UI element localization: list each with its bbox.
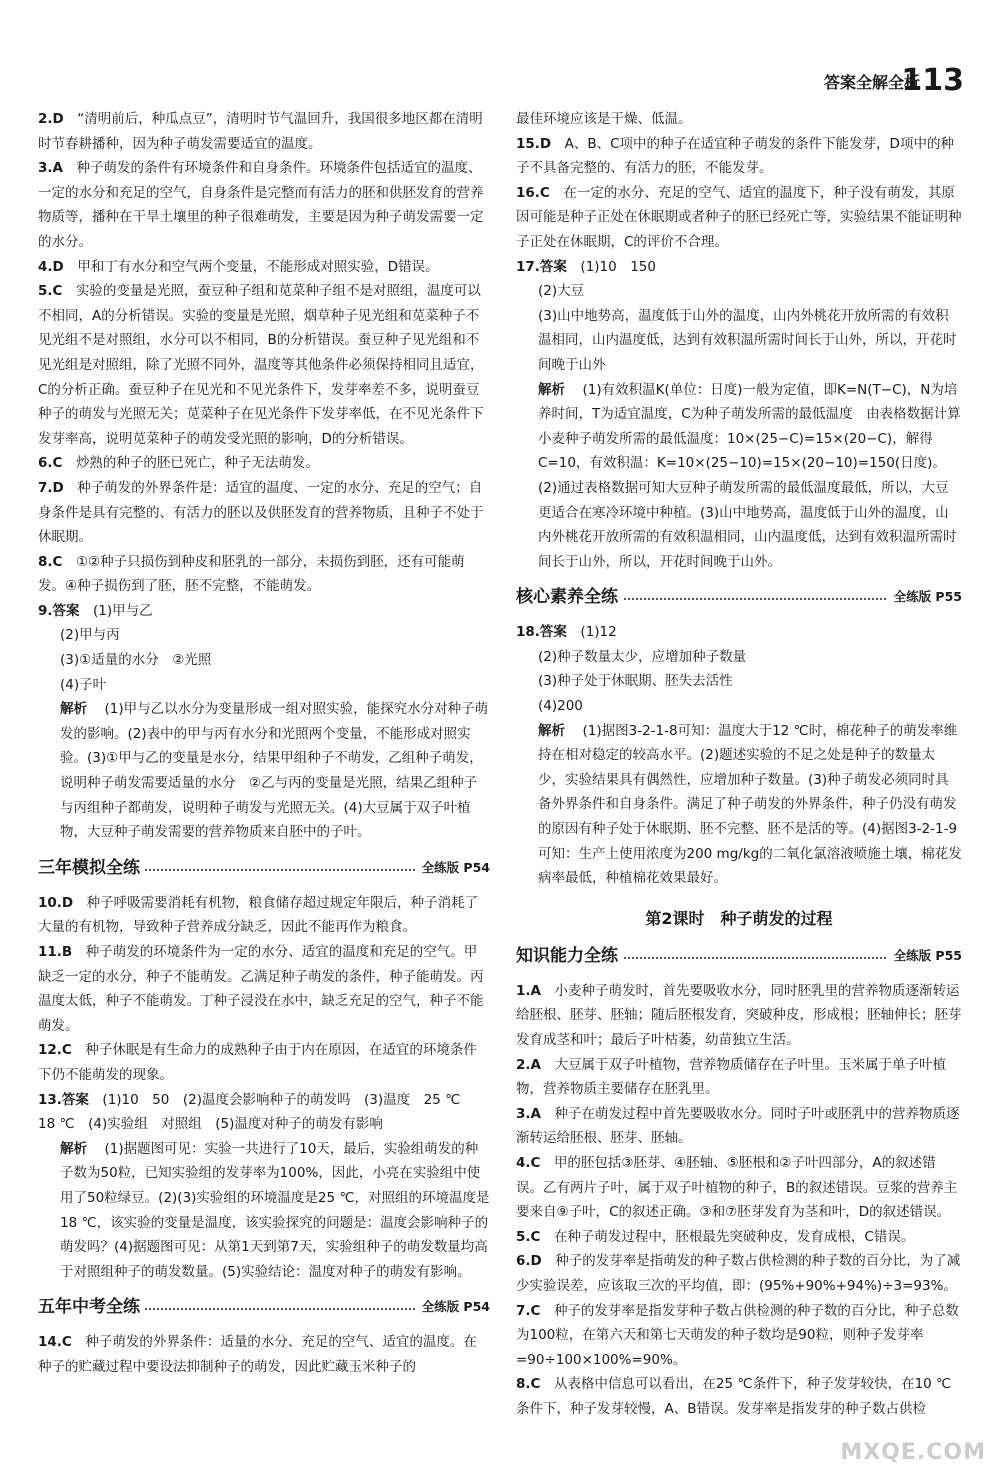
right-column — [516, 107, 962, 1422]
answer-text: 从表格中信息可以看出，在25 ℃条件下，种子发芽较快，在10 ℃条件下，种子发芽较慢，A、B错误。发芽率是指发芽的种子数占供检 — [516, 1376, 952, 1417]
analysis-text: (1)据题图可见：实验一共进行了10天，最后，实验组萌发的种子数为50粒，已知实验组的发芽率为100%，因此，小亮在实验组中使用了50粒绿豆。(2)(3)实验组的环境温度是25 ℃，对照组的环境温度是18 ℃，该实验的变量是温度，该实验探究的问题是：温度会影响种子的萌发吗？(4)据题图可见：从第1天到第7天，实验组种子的萌发数量均高于对照组种子的萌发数量。(5)实验结论：温度对种子的萌发有影响。 — [60, 1140, 490, 1280]
answer-number: 5.C — [516, 1228, 541, 1245]
answer-number: 18.答案 — [516, 624, 567, 641]
answer-item — [38, 255, 490, 280]
answer-item — [38, 156, 490, 254]
section-header-wunian — [38, 1290, 490, 1324]
section-ref: 全练版 P54 — [416, 857, 490, 879]
left-column — [38, 107, 490, 1380]
answer-line: (4)200 — [538, 698, 583, 715]
analysis-label: 解析 — [60, 701, 87, 718]
analysis — [516, 719, 962, 891]
answer-number: 1.A — [516, 982, 541, 999]
analysis-label: 解析 — [538, 722, 565, 739]
answer-item-q18 — [516, 620, 962, 645]
answer-text: “清明前后，种瓜点豆”，清明时节气温回升，我国很多地区都在清明时节春耕播种，因为种子萌发需要适宜的温度。 — [38, 111, 483, 152]
answer-text: 种子在萌发过程中首先要吸收水分。同时子叶或胚乳中的营养物质逐渐转运给胚根、胚芽、胚轴。 — [516, 1105, 960, 1147]
answer-text: 种子萌发的条件有环境条件和自身条件。环境条件包括适宜的温度、一定的水分和充足的空气，自身条件是完整而有活力的胚和供胚发育的营养物质等，播种在干旱土壤里的种子很难萌发，主要是因为种子萌发需要一定的水分。 — [38, 160, 484, 250]
answer-text: 甲和丁有水分和空气两个变量，不能形成对照实验，D错误。 — [77, 258, 439, 275]
answer-item — [516, 1299, 962, 1373]
answer-number: 9.答案 — [38, 602, 80, 619]
lesson-title: 第2课时 种子萌发的过程 — [645, 908, 833, 928]
answer-item — [38, 940, 490, 1038]
section-title: 知识能力全练 — [516, 943, 622, 969]
answer-number: 10.D — [38, 894, 74, 911]
answer-number: 8.C — [516, 1376, 541, 1393]
answer-number: 3.A — [38, 160, 63, 177]
analysis-label: 解析 — [60, 1140, 87, 1157]
answer-number: 11.B — [38, 944, 73, 960]
answer-number: 8.C — [38, 553, 63, 570]
answer-line: (2)大豆 — [538, 283, 585, 300]
section-ref: 全练版 P55 — [888, 586, 962, 608]
answer-text: 在种子萌发过程中，胚根最先突破种皮，发育成根，C错误。 — [553, 1228, 915, 1245]
answer-text: (1)12 — [580, 624, 617, 641]
analysis-text: (1)据图3-2-1-8可知：温度大于12 ℃时，棉花种子的萌发率维持在相对稳定的较高水平。(2)题述实验的不足之处是种子的数量太少，实验结果具有偶然性，应增加种子数量。(3)种子萌发必须同时具备外界条件和自身条件。满足了种子萌发的外界条件，种子仍没有萌发的原因有种子处于休眠期、胚不完整、胚不是活的等。(4)据图3-2-1-9可知：生产上使用浓度为200 mg/kg的二氧化氯溶液喷施土壤，棉花发病率最低，种植棉花效果最好。 — [538, 722, 962, 887]
answer-text: ①②种子只损伤到种皮和胚乳的一部分，未损伤到胚，还有可能萌发。④种子损伤到了胚，胚不完整，不能萌发。 — [38, 553, 465, 595]
answer-number: 17.答案 — [516, 258, 567, 275]
answer-item — [38, 476, 490, 550]
answer-number: 12.C — [38, 1042, 72, 1059]
section-header-hexin — [516, 580, 962, 614]
analysis-text: (1)有效积温K(单位：日度)一般为定值，即K=N(T−C)，N为培养时间，T为适宜温度，C为种子萌发所需的最低温度 由表格数据计算小麦种子萌发所需的最低温度：10×(25−C)=15×(20−C)，解得C=10，有效积温：K=10×(25−10)=15×(20−10)=150(日度)。(2)通过表格数据可知大豆种子萌发所需的最低温度最低，所以，大豆更适合在寒冷环境中种植。(3)山中地势高，温度低于山外的温度，山内外桃花开放所需的有效积温相同，山内温度低，达到有效积温所需时间长于山外，所以，开花时间晚于山外。 — [538, 381, 961, 570]
answer-item — [516, 1102, 962, 1151]
answer-item-q9 — [38, 599, 490, 624]
answer-item — [516, 1225, 962, 1250]
answer-text: (1)甲与乙 — [93, 602, 153, 619]
page-number: 113 — [901, 63, 964, 98]
answer-item-continued — [516, 107, 962, 132]
answer-line: (4)子叶 — [60, 676, 107, 693]
answer-text: 种子的发芽率是指萌发的种子数占供检测的种子数的百分比，为了减少实验误差，应该取三次的平均值，即：(95%+90%+94%)÷3=93%。 — [516, 1253, 961, 1294]
answer-item — [516, 1151, 962, 1225]
answer-item — [516, 181, 962, 255]
answer-text: 种子休眠是有生命力的成熟种子由于内在原因，在适宜的环境条件下仍不能萌发的现象。 — [38, 1042, 477, 1083]
answer-line: (2)甲与丙 — [60, 627, 120, 644]
answer-text: 种子萌发的外界条件：适量的水分、充足的空气、适宜的温度。在种子的贮藏过程中要设法抑制种子的萌发，因此贮藏玉米种子的 — [38, 1334, 477, 1375]
answer-number: 13.答案 — [38, 1091, 89, 1108]
section-title: 三年模拟全练 — [38, 855, 144, 881]
answer-line: (3)种子处于休眠期、胚失去活性 — [538, 673, 733, 690]
answer-number: 7.C — [516, 1302, 541, 1319]
answer-number: 7.D — [38, 479, 64, 496]
answer-number: 4.D — [38, 258, 64, 275]
answer-item — [38, 451, 490, 476]
answer-text: 在一定的水分、充足的空气、适宜的温度下，种子没有萌发，其原因可能是种子正处在休眠期或者种子的胚已经死亡等，实验结果不能证明种子正处在休眠期，C的评价不合理。 — [516, 184, 962, 250]
section-header-zhishi — [516, 939, 962, 973]
answer-item — [38, 891, 490, 940]
answer-text: 最佳环境应该是干燥、低温。 — [516, 111, 692, 127]
answer-text: 炒熟的种子的胚已死亡，种子无法萌发。 — [75, 455, 319, 472]
analysis — [516, 378, 962, 575]
answer-line: (3)山中地势高，温度低于山外的温度，山内外桃花开放所需的有效积温相同，山内温度低，达到有效积温所需时间长于山外，所以，开花时间晚于山外 — [538, 307, 957, 373]
analysis-text: (1)甲与乙以水分为变量形成一组对照实验，能探究水分对种子萌发的影响。(2)表中的甲与丙有水分和光照两个变量，不能形成对照实验。(3)①甲与乙的变量是水分，结果甲组种子不萌发，乙组种子萌发，说明种子萌发需要适量的水分 ②乙与丙的变量是光照，结果乙组种子与丙组种子都萌发，说明种子萌发与光照无关。(4)大豆属于双子叶植物，大豆种子萌发需要的营养物质来自胚中的子叶。 — [60, 701, 489, 841]
section-title: 核心素养全练 — [516, 584, 622, 610]
answer-item — [38, 550, 490, 599]
answer-number: 2.A — [516, 1056, 541, 1073]
analysis — [38, 697, 490, 845]
answer-text: 实验的变量是光照，蚕豆种子组和苋菜种子组不是对照组，温度可以不相同，A的分析错误。实验的变量是光照，烟草种子见光组和苋菜种子不见光组不是对照组，水分可以不相同，B的分析错误。蚕豆种子见光组和不见光组是对照组，除了光照不同外，温度等其他条件必须保持相同且适宜，C的分析正确。蚕豆种子在见光和不见光条件下，发芽率差不多，说明蚕豆种子的萌发与光照无关；苋菜种子在见光条件下发芽率低，在不见光条件下发芽率高，说明苋菜种子的萌发受光照的影响，D的分析错误。 — [38, 283, 484, 447]
answer-item — [38, 1038, 490, 1087]
answer-number: 6.C — [38, 455, 63, 472]
section-title: 五年中考全练 — [38, 1294, 144, 1320]
answer-item — [38, 107, 490, 156]
answer-number: 14.C — [38, 1334, 72, 1351]
answer-item — [38, 279, 490, 451]
answer-number: 5.C — [38, 283, 63, 300]
page-header — [0, 0, 1000, 100]
answer-number: 15.D — [516, 135, 552, 152]
answer-text: 种子的发芽率是指发芽种子数占供检测的种子数的百分比，种子总数为100粒，在第六天和第七天萌发的种子数均是90粒，则种子发芽率=90÷100×100%=90%。 — [516, 1302, 959, 1368]
answer-text: (1)10 50 (2)温度会影响种子的萌发吗 (3)温度 25 ℃ 18 ℃ (4)实验组 对照组 (5)温度对种子的萌发有影响 — [38, 1091, 474, 1133]
answer-number: 4.C — [516, 1154, 541, 1171]
answer-number: 6.D — [516, 1253, 542, 1270]
answer-text: A、B、C项中的种子在适宜种子萌发的条件下能发芽，D项中的种子不具备完整的、有活力的胚，不能发芽。 — [516, 135, 954, 177]
answer-text: 种子萌发的外界条件是：适宜的温度、一定的水分、充足的空气；自身条件是具有完整的、有活力的胚以及供胚发育的营养物质，且种子不处于休眠期。 — [38, 479, 484, 546]
answer-number: 2.D — [38, 111, 64, 127]
answer-text: 大豆属于双子叶植物，营养物质储存在子叶里。玉米属于单子叶植物，营养物质主要储存在胚乳里。 — [516, 1056, 946, 1098]
answer-text: 种子呼吸需要消耗有机物，粮食储存超过规定年限后，种子消耗了大量的有机物，导致种子营养成分缺乏，因此不能再作为粮食。 — [38, 894, 479, 936]
answer-item — [516, 1249, 962, 1298]
analysis — [38, 1137, 490, 1285]
answer-text: (1)10 150 — [580, 258, 656, 275]
answer-number: 16.C — [516, 184, 550, 201]
answer-item-q13 — [38, 1088, 490, 1137]
analysis-label: 解析 — [538, 381, 565, 398]
answer-item — [516, 979, 962, 1053]
section-ref: 全练版 P54 — [416, 1296, 490, 1318]
answer-item-q17 — [516, 255, 962, 280]
answer-item — [516, 1053, 962, 1102]
header-title: 答案全解全析 — [823, 73, 920, 92]
answer-number: 3.A — [516, 1105, 541, 1122]
answer-text: 甲的胚包括③胚芽、④胚轴、⑤胚根和②子叶四部分，A的叙述错误。乙有两片子叶，属于双子叶植物的种子，B的叙述错误。豆浆的营养主要来自⑨子叶，C的叙述正确。③和⑦胚芽发育为茎和叶，D的叙述错误。 — [516, 1154, 958, 1221]
section-header-sannian — [38, 851, 490, 885]
section-ref: 全练版 P55 — [888, 945, 962, 967]
answer-item — [516, 1372, 962, 1421]
answer-item — [38, 1330, 490, 1379]
answer-text: 种子萌发的环境条件为一定的水分、适宜的温度和充足的空气。甲缺乏一定的水分，种子不能萌发。乙满足种子萌发的条件，种子能萌发。丙温度太低，种子不能萌发。丁种子浸没在水中，缺乏充足的空气，种子不能萌发。 — [38, 944, 484, 1034]
answer-item — [516, 132, 962, 181]
answer-line: (3)①适量的水分 ②光照 — [60, 652, 212, 669]
answer-line: (2)种子数量太少，应增加种子数量 — [538, 648, 747, 665]
watermark-logo: MXQE.COM — [840, 1440, 986, 1466]
answer-text: 小麦种子萌发时，首先要吸收水分，同时胚乳里的营养物质逐渐转运给胚根、胚芽、胚轴；随后胚根发育，突破种皮，形成根；胚轴伸长；胚芽发育成茎和叶；最后子叶枯萎，幼苗独立生活。 — [516, 982, 962, 1048]
